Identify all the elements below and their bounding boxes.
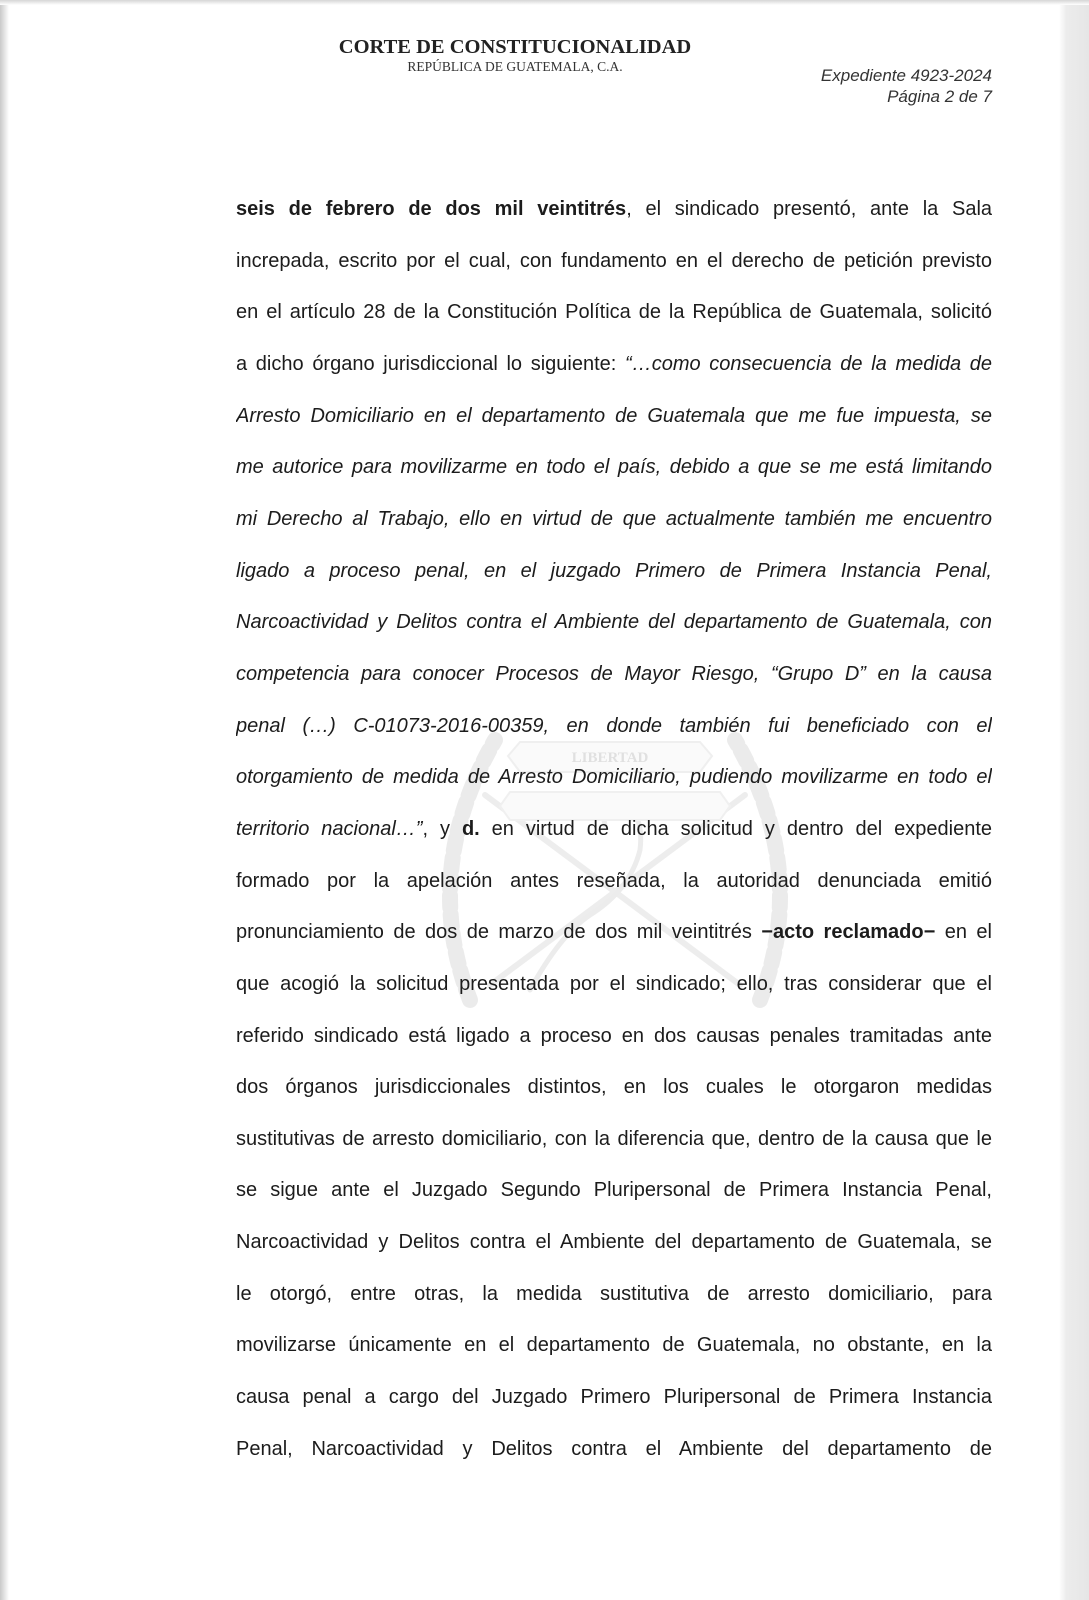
text-line	[236, 184, 992, 236]
text-line: causa penal a cargo del Juzgado Primero Pluripersonal de Primera Instancia	[236, 1386, 992, 1409]
text-line-italic: otorgamiento de medida de Arresto Domiciliario, pudiendo movilizarme en todo el	[236, 766, 992, 789]
text-line: que acogió la solicitud presentada por el sindicado; ello, tras considerar que el	[236, 972, 992, 995]
text-line	[236, 339, 992, 391]
text-line: Narcoactividad y Delitos contra el Ambiente del departamento de Guatemala, se	[236, 1231, 992, 1254]
text-line	[236, 804, 992, 856]
page-indicator: Página 2 de 7	[887, 87, 992, 106]
text-line-italic: Arresto Domiciliario en el departamento de Guatemala que me fue impuesta, se	[236, 404, 992, 427]
page-edge-right	[1059, 0, 1089, 1600]
text-segment: a dicho órgano jurisdiccional lo siguiente:	[236, 352, 626, 375]
text-line: increpada, escrito por el cual, con fundamento en el derecho de petición previsto	[236, 249, 992, 272]
text-line: Penal, Narcoactividad y Delitos contra el Ambiente del departamento de	[236, 1437, 992, 1460]
text-line: le otorgó, entre otras, la medida sustitutiva de arresto domiciliario, para	[236, 1282, 992, 1305]
text-line-italic: me autorice para movilizarme en todo el país, debido a que se me está limitando	[236, 456, 992, 479]
court-name: CORTE DE CONSTITUCIONALIDAD	[338, 36, 692, 58]
text-line: dos órganos jurisdiccionales distintos, en los cuales le otorgaron medidas	[236, 1076, 992, 1099]
watermark-motto: LIBERTAD	[571, 750, 649, 766]
text-line-italic: penal (…) C-01073-2016-00359, en donde también fui beneficiado con el	[236, 714, 992, 737]
text-line: movilizarse únicamente en el departamento de Guatemala, no obstante, en la	[236, 1334, 992, 1357]
page-edge-top	[0, 0, 1089, 5]
text-line: referido sindicado está ligado a proceso en dos causas penales tramitadas ante	[236, 1024, 992, 1047]
page-edge-left	[0, 0, 9, 1600]
country-subtitle: REPÚBLICA DE GUATEMALA, C.A.	[407, 59, 623, 74]
text-segment: , el sindicado presentó, ante la Sala	[626, 198, 992, 220]
text-line	[236, 907, 992, 959]
file-number: Expediente 4923-2024	[820, 66, 992, 85]
text-segment: en virtud de dicha solicitud y dentro del expediente	[479, 817, 992, 840]
text-line: formado por la apelación antes reseñada, la autoridad denunciada emitió	[236, 869, 992, 892]
text-line-italic: competencia para conocer Procesos de Mayor Riesgo, “Grupo D” en la causa	[236, 662, 992, 685]
text-line-italic: Narcoactividad y Delitos contra el Ambiente del departamento de Guatemala, con	[236, 611, 992, 634]
bold-text: seis de febrero de dos mil veintitrés	[236, 198, 627, 220]
text-line-italic: ligado a proceso penal, en el juzgado Primero de Primera Instancia Penal,	[236, 559, 992, 582]
text-line-italic: mi Derecho al Trabajo, ello en virtud de que actualmente también me encuentro	[236, 507, 992, 530]
text-segment: en el	[935, 921, 992, 944]
bold-text: d.	[461, 817, 480, 840]
text-segment: , y	[422, 817, 462, 840]
italic-quote-text: “…como consecuencia de la medida de	[625, 352, 992, 375]
text-line: sustitutivas de arresto domiciliario, con la diferencia que, dentro de la causa que le	[236, 1127, 992, 1150]
italic-quote-text: territorio nacional…”	[236, 817, 423, 840]
text-segment: pronunciamiento de dos de marzo de dos mil veintitrés	[236, 921, 762, 944]
document-body	[236, 184, 992, 1475]
bold-text: −acto reclamado−	[761, 921, 936, 944]
text-line: se sigue ante el Juzgado Segundo Pluripersonal de Primera Instancia Penal,	[236, 1179, 992, 1202]
text-line: en el artículo 28 de la Constitución Política de la República de Guatemala, solicitó	[236, 301, 992, 324]
